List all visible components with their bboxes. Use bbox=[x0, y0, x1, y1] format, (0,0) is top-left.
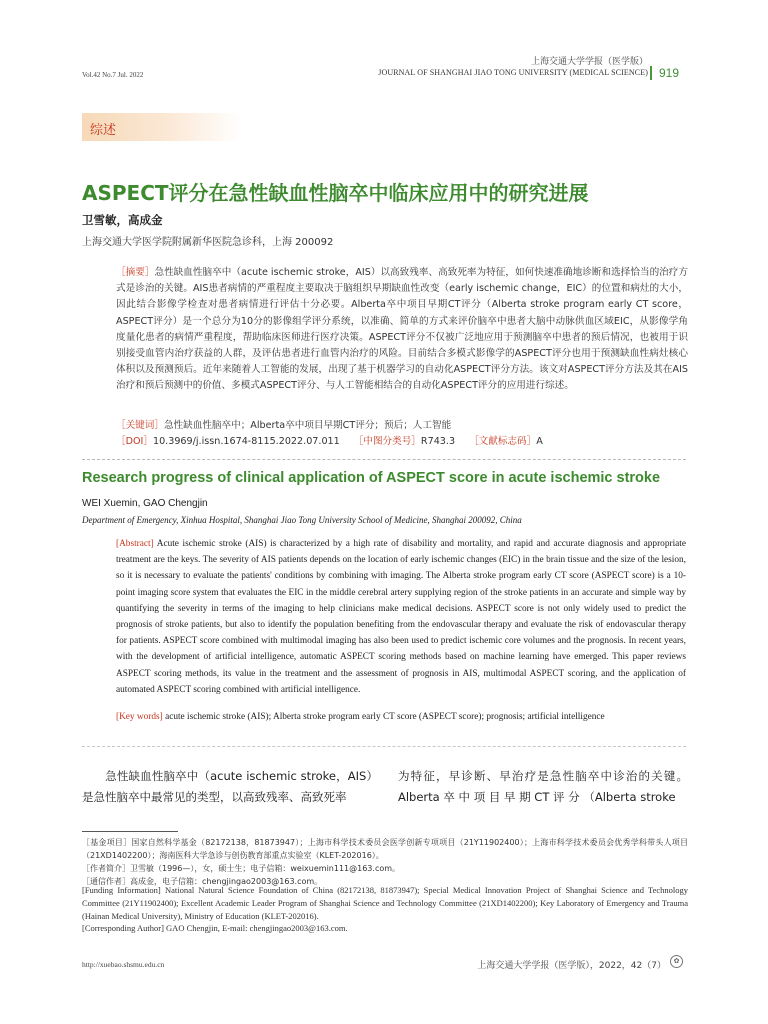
authors-cn: 卫雪敏，高成金 bbox=[82, 213, 163, 227]
abstract-en bbox=[116, 536, 686, 698]
affiliation-en: Department of Emergency, Xinhua Hospital, Shanghai Jiao Tong University School of Medicine, Shanghai 200092, China bbox=[82, 515, 522, 525]
keywords-cn-text: 急性缺血性脑卒中；Alberta卒中项目早期CT评分；预后；人工智能 bbox=[163, 420, 452, 431]
body-left-text: 急性缺血性脑卒中（acute ischemic stroke，AIS）是急性脑卒中最常见的类型，以高致残率、高致死率 bbox=[82, 769, 378, 804]
divider bbox=[82, 459, 686, 460]
body-column-right: 为特征，早诊断、早治疗是急性脑卒中诊治的关键。Alberta 卒 中 项 目 早 期 CT 评 分 （Alberta stroke bbox=[398, 769, 688, 804]
footnotes-en bbox=[82, 884, 688, 935]
clc-label: ［中图分类号］ bbox=[353, 436, 421, 447]
journal-logo-icon: ✿ bbox=[670, 955, 683, 968]
footnote-rule bbox=[82, 831, 178, 832]
footnote-text: 高成金，电子信箱：chengjingao2003@163.com。 bbox=[130, 877, 323, 886]
footnote-label: [Funding Information] bbox=[82, 885, 161, 895]
footnote-funding-cn bbox=[82, 836, 688, 862]
doi-label: ［DOI］ bbox=[116, 436, 153, 447]
divider bbox=[82, 746, 686, 747]
page-number: 919 bbox=[659, 66, 680, 80]
keywords-en-label: [Key words] bbox=[116, 712, 163, 722]
header-divider bbox=[650, 66, 652, 80]
journal-header bbox=[378, 54, 648, 77]
article-title-en: Research progress of clinical application of ASPECT score in acute ischemic stroke bbox=[82, 470, 661, 486]
footnote-text: 卫雪敏（1996—），女，硕士生；电子信箱：weixuemin111@163.com。 bbox=[130, 864, 401, 873]
body-column-left bbox=[82, 766, 378, 808]
doc-code-value: A bbox=[536, 436, 543, 447]
journal-name-en: JOURNAL OF SHANGHAI JIAO TONG UNIVERSITY (MEDICAL SCIENCE) bbox=[378, 68, 648, 77]
footnote-corresponding-en bbox=[82, 922, 688, 935]
footnotes-cn bbox=[82, 836, 688, 888]
article-title-cn: ASPECT评分在急性缺血性脑卒中临床应用中的研究进展 bbox=[82, 181, 589, 205]
section-tag-label: 综述 bbox=[90, 123, 117, 138]
footnote-label: [Corresponding Author] bbox=[82, 923, 164, 934]
section-tag bbox=[82, 113, 242, 141]
footnote-label: ［作者简介］ bbox=[82, 864, 130, 873]
footnote-text: GAO Chengjin, E-mail: chengjingao2003@163.com. bbox=[166, 923, 348, 934]
footnote-label: ［基金项目］ bbox=[82, 838, 132, 847]
abstract-cn-label: ［摘要］ bbox=[116, 267, 155, 278]
clc-value: R743.3 bbox=[420, 436, 456, 447]
abstract-en-label: [Abstract] bbox=[116, 539, 154, 549]
footnote-text: National Natural Science Foundation of China (82172138, 81873947); Special Medical Innovation Project of Shanghai Science and Technology Committee (21Y11902400); Excellent Academic Leader Program of Shanghai Science and Technology Committee (21XD1402200); Key Laboratory of Emergency and Trauma (Hainan Medical University), Ministry of Education (KLET-202016). bbox=[82, 885, 689, 921]
journal-name-cn: 上海交通大学学报（医学版） bbox=[530, 56, 648, 66]
volume-info: Vol.42 No.7 Jul. 2022 bbox=[82, 71, 144, 79]
abstract-cn-text: 急性缺血性脑卒中（acute ischemic stroke，AIS）以高致残率、高致死率为特征，如何快速准确地诊断和选择恰当的治疗方式是诊治的关键。AIS患者病情的严重程度主要取决于脑组织早期缺血性改变（early ischemic change，EIC）的位置和病灶的大小，因此结合影像学检查对患者病情进行评估十分必要。Alberta卒中项目早期CT评分（Alberta stroke program early CT score，ASPECT评分）是一个总分为10分的影像组学评分系统，以准确、简单的方式来评价脑卒中患者大脑中动脉供血区域EIC，从影像学角度量化患者的病情严重程度，帮助临床医师进行医疗决策。ASPECT评分不仅被广泛地应用于预测脑卒中患者的预后情况，也被用于识别接受血管内治疗获益的人群，及评估患者进行血管内治疗的风险。目前结合多模式影像学的ASPECT评分也用于预测缺血性病灶核心体积以及预测预后。近年来随着人工智能的发展，出现了基于机器学习的自动化ASPECT评分方法。该文对ASPECT评分方法及其在AIS治疗和预后预测中的价值、多模式ASPECT评分、与人工智能相结合的自动化ASPECT评分的应用进行综述。 bbox=[116, 267, 688, 392]
doi-line bbox=[116, 433, 696, 447]
footnote-text: 国家自然科学基金（82172138，81873947）；上海市科学技术委员会医学创新专项项目（21Y11902400）；上海市科学技术委员会优秀学科带头人项目（21XD1402200）；海南医科大学急诊与创伤教育部重点实验室（KLET-202016）。 bbox=[82, 838, 689, 860]
keywords-en bbox=[116, 712, 696, 722]
doi-value: 10.3969/j.issn.1674-8115.2022.07.011 bbox=[152, 436, 340, 447]
footnote-author-cn bbox=[82, 862, 688, 875]
journal-url[interactable]: http://xuebao.shsmu.edu.cn bbox=[82, 960, 165, 969]
doc-code-label: ［文献标志码］ bbox=[469, 436, 537, 447]
abstract-en-text: Acute ischemic stroke (AIS) is characterized by a high rate of disability and mortality, and rapid and accurate diagnosis and appropriate treatment are the keys. The severity of AIS patients depends on the location of early ischemic changes (EIC) in the brain tissue and the size of the lesion, so it is necessary to evaluate the patients' conditions by combining with imaging. The Alberta stroke program early CT score (ASPECT score) is a 10-point imaging score system that evaluates the EIC in the middle cerebral artery supplying region of the stroke patients in an accurate and simple way by quantifying the severity in terms of the imaging to help clinicians make medical decisions. ASPECT score is not only widely used to predict the prognosis of stroke patients, but also to identify the population benefiting from the endovascular therapy and evaluate the risk of endovascular therapy for patients. ASPECT score combined with multimodal imaging has also been used to predict ischemic core volumes and the prognosis. In recent years, with the development of artificial intelligence, automatic ASPECT scoring methods based on machine learning have emerged. This paper reviews ASPECT scoring methods, its value in the treatment and the assessment of prognosis in AIS, multimodal ASPECT scoring, and the application of automated ASPECT scoring combined with artificial intelligence. bbox=[116, 539, 686, 695]
authors-en: WEI Xuemin, GAO Chengjin bbox=[82, 498, 208, 509]
citation: 上海交通大学学报（医学版），2022，42（7） bbox=[477, 961, 666, 971]
keywords-en-text: acute ischemic stroke (AIS); Alberta stroke program early CT score (ASPECT score); prognosis; artificial intelligence bbox=[165, 712, 605, 722]
footnote-funding-en bbox=[82, 884, 688, 922]
keywords-cn-label: ［关键词］ bbox=[116, 420, 164, 431]
keywords-cn bbox=[116, 417, 696, 431]
footnote-label: ［通信作者］ bbox=[82, 877, 130, 886]
abstract-cn bbox=[116, 265, 688, 395]
affiliation-cn: 上海交通大学医学院附属新华医院急诊科，上海 200092 bbox=[82, 237, 334, 248]
